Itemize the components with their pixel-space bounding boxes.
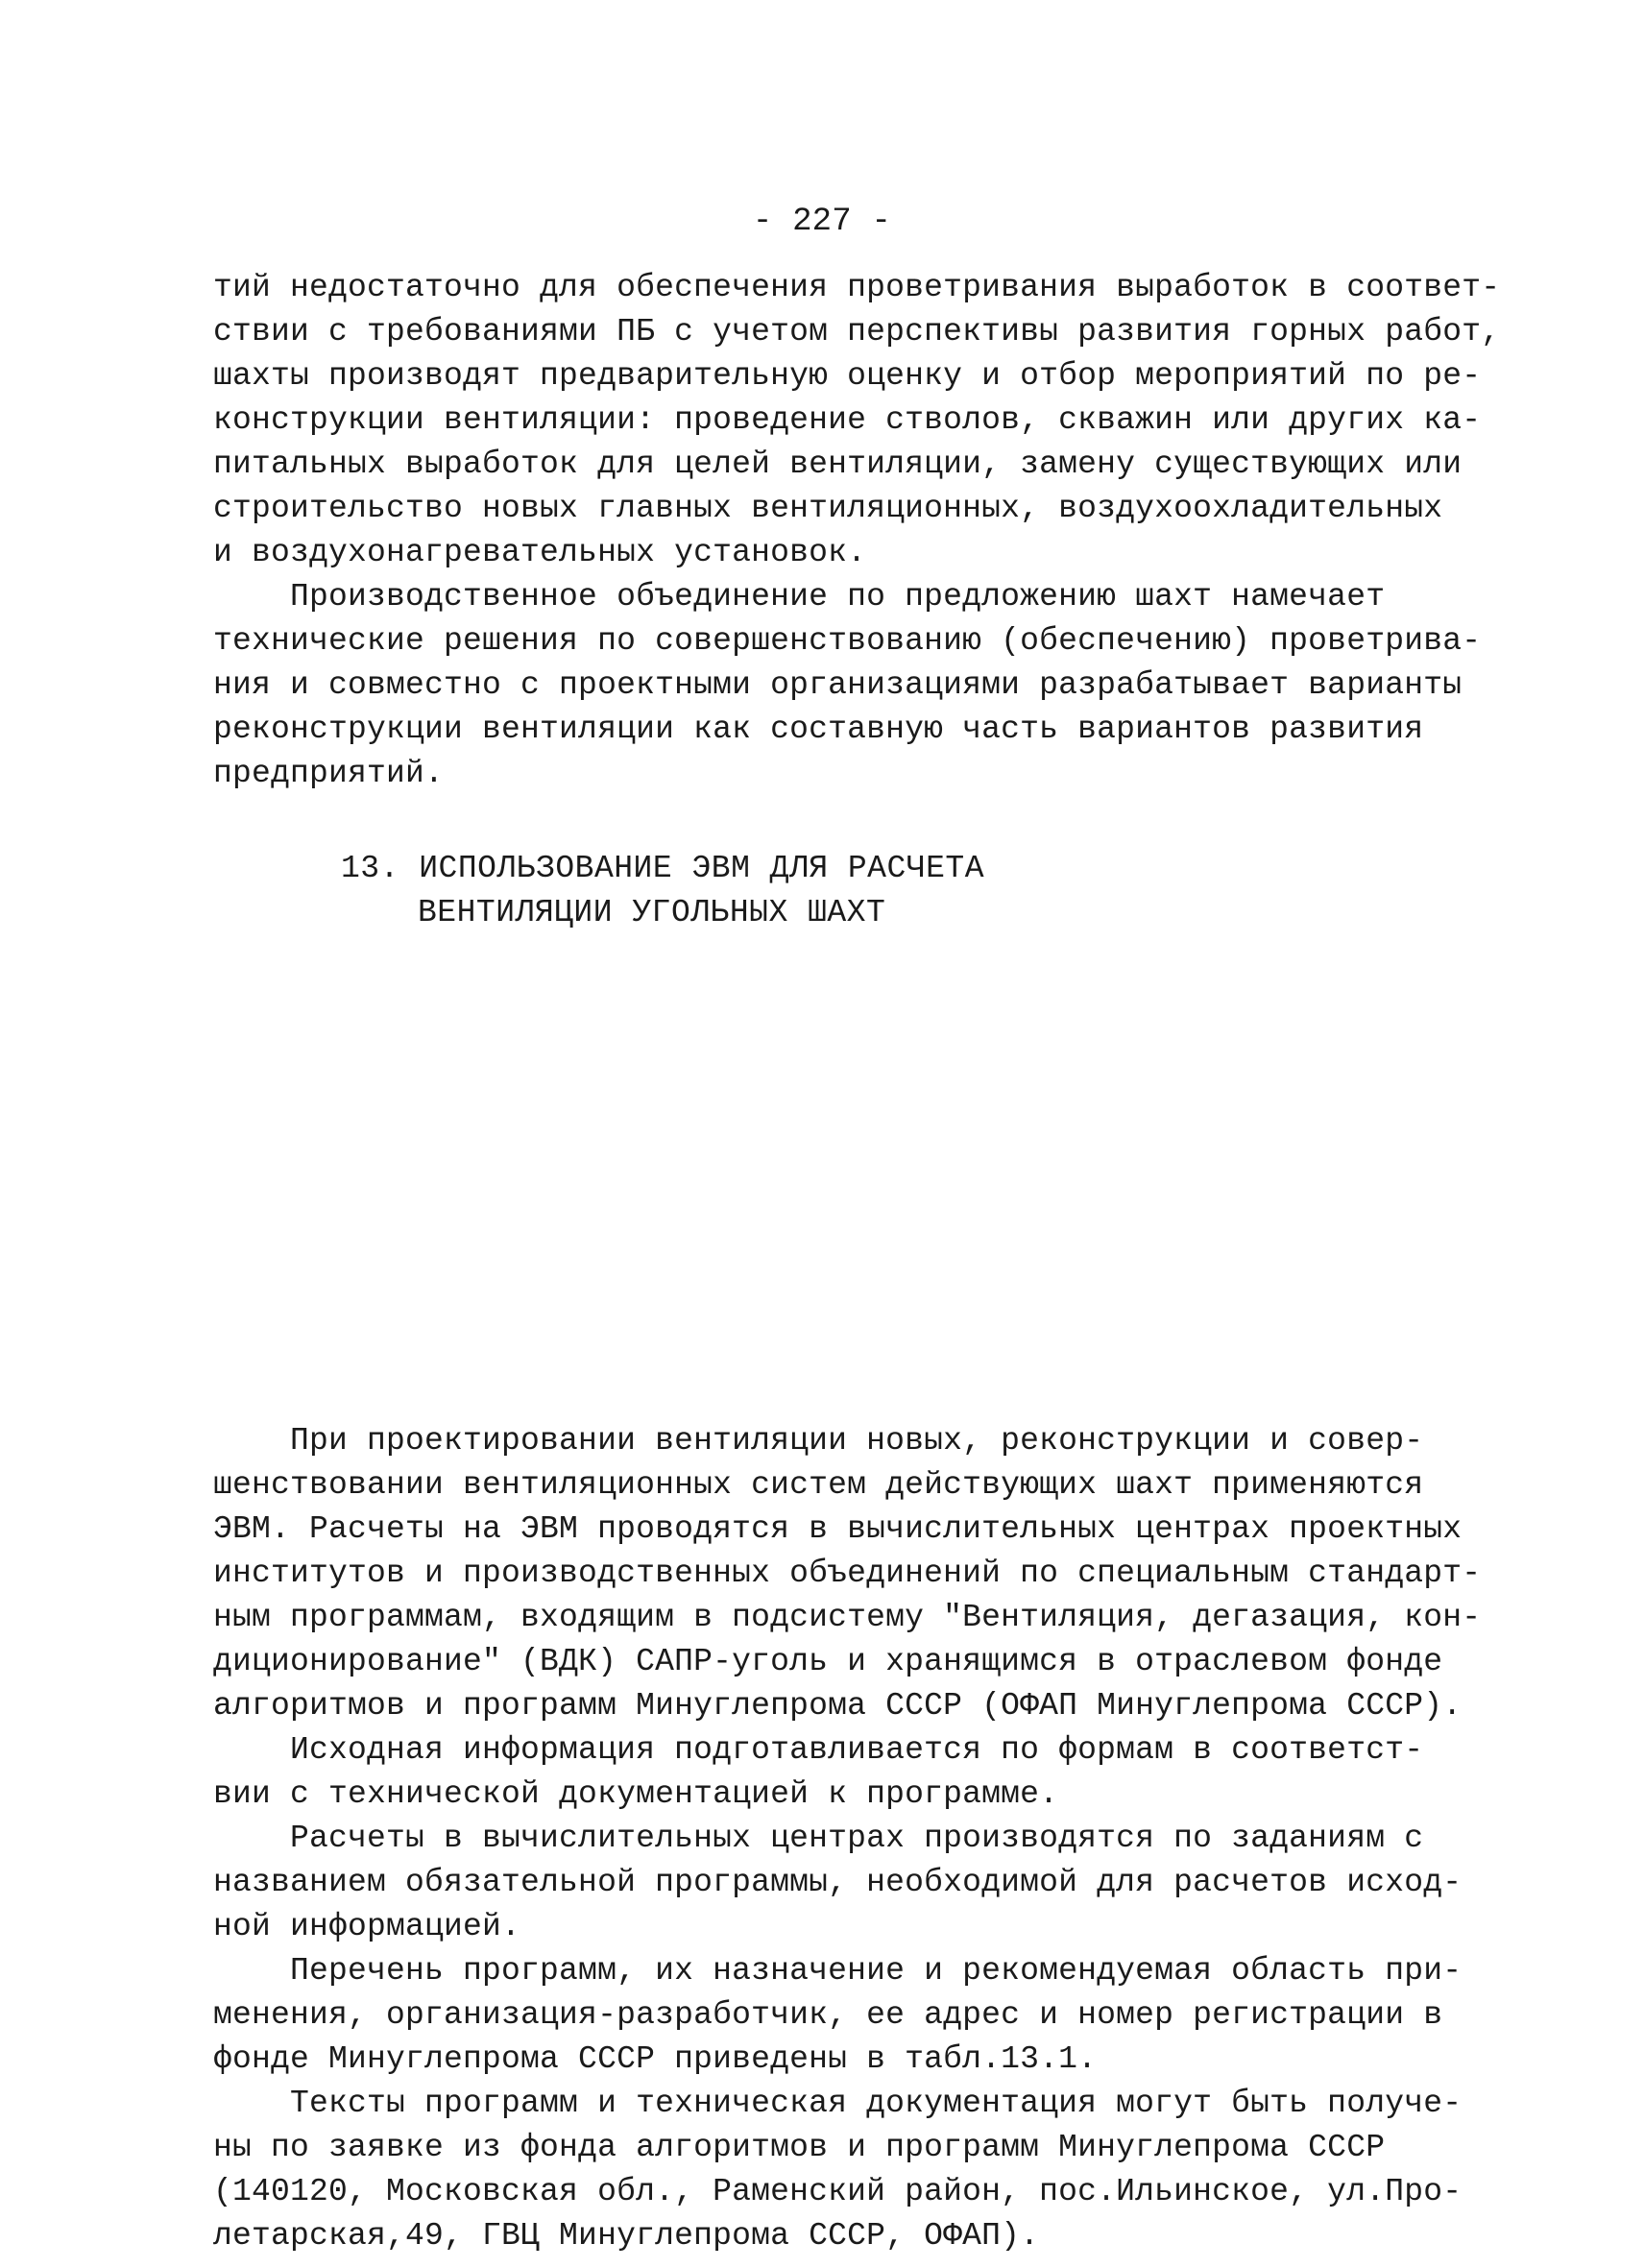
section-title-line-1: 13. ИСПОЛЬЗОВАНИЕ ЭВМ ДЛЯ РАСЧЕТА: [341, 851, 985, 886]
text-line: институтов и производственных объединений по специальным стандарт-: [213, 1556, 1482, 1591]
text-line: реконструкции вентиляции как составную часть вариантов развития: [213, 712, 1424, 747]
section-title-line-2: ВЕНТИЛЯЦИИ УГОЛЬНЫХ ШАХТ: [418, 895, 886, 930]
text-line: шахты производят предварительную оценку и отбор мероприятий по ре-: [213, 358, 1482, 394]
text-line: ны по заявке из фонда алгоритмов и программ Минуглепрома СССР: [213, 2130, 1386, 2165]
text-line: Исходная информация подготавливается по формам в соответст-: [213, 1732, 1424, 1768]
text-line: фонде Минуглепрома СССР приведены в табл.13.1.: [213, 2041, 1098, 2077]
text-line: и воздухонагревательных установок.: [213, 535, 867, 570]
text-line: вии с технической документацией к программе.: [213, 1776, 1059, 1812]
text-line: Расчеты в вычислительных центрах производятся по заданиям с: [213, 1821, 1424, 1856]
text-line: строительство новых главных вентиляционных, воздухоохладительных: [213, 491, 1443, 526]
text-line: летарская,49, ГВЦ Минуглепрома СССР, ОФАП).: [213, 2218, 1040, 2254]
paragraph-block-top: [213, 266, 1501, 796]
text-line: питальных выработок для целей вентиляции, замену существующих или: [213, 446, 1463, 482]
text-line: технические решения по совершенствованию (обеспечению) проветрива-: [213, 623, 1482, 659]
text-line: ной информацией.: [213, 1909, 521, 1944]
text-line: ЭВМ. Расчеты на ЭВМ проводятся в вычислительных центрах проектных: [213, 1511, 1463, 1547]
text-line: ния и совместно с проектными организациями разрабатывает варианты: [213, 667, 1463, 703]
text-line: шенствовании вентиляционных систем действующих шахт применяются: [213, 1467, 1424, 1503]
text-line: (140120, Московская обл., Раменский район, пос.Ильинское, ул.Про-: [213, 2174, 1463, 2209]
text-line: тий недостаточно для обеспечения проветривания выработок в соответ-: [213, 270, 1501, 305]
paragraph-block-bottom: [213, 1419, 1482, 2258]
text-line: конструкции вентиляции: проведение стволов, скважин или других ка-: [213, 402, 1482, 438]
text-line: Производственное объединение по предложению шахт намечает: [213, 579, 1386, 615]
text-line: ствии с требованиями ПБ с учетом перспективы развития горных работ,: [213, 314, 1501, 350]
text-line: Перечень программ, их назначение и рекомендуемая область при-: [213, 1953, 1463, 1989]
text-line: менения, организация-разработчик, ее адрес и номер регистрации в: [213, 1997, 1443, 2033]
text-line: ным программам, входящим в подсистему "Вентиляция, дегазация, кон-: [213, 1600, 1482, 1635]
text-line: названием обязательной программы, необходимой для расчетов исход-: [213, 1865, 1463, 1900]
page-number: - 227 -: [752, 204, 892, 240]
text-line: предприятий.: [213, 756, 445, 791]
text-line: алгоритмов и программ Минуглепрома СССР (ОФАП Минуглепрома СССР).: [213, 1688, 1463, 1724]
section-heading: [341, 847, 984, 935]
text-line: Тексты программ и техническая документация могут быть получе-: [213, 2086, 1463, 2121]
text-line: При проектировании вентиляции новых, реконструкции и совер-: [213, 1423, 1424, 1459]
text-line: диционирование" (ВДК) САПР-уголь и хранящимся в отраслевом фонде: [213, 1644, 1443, 1679]
